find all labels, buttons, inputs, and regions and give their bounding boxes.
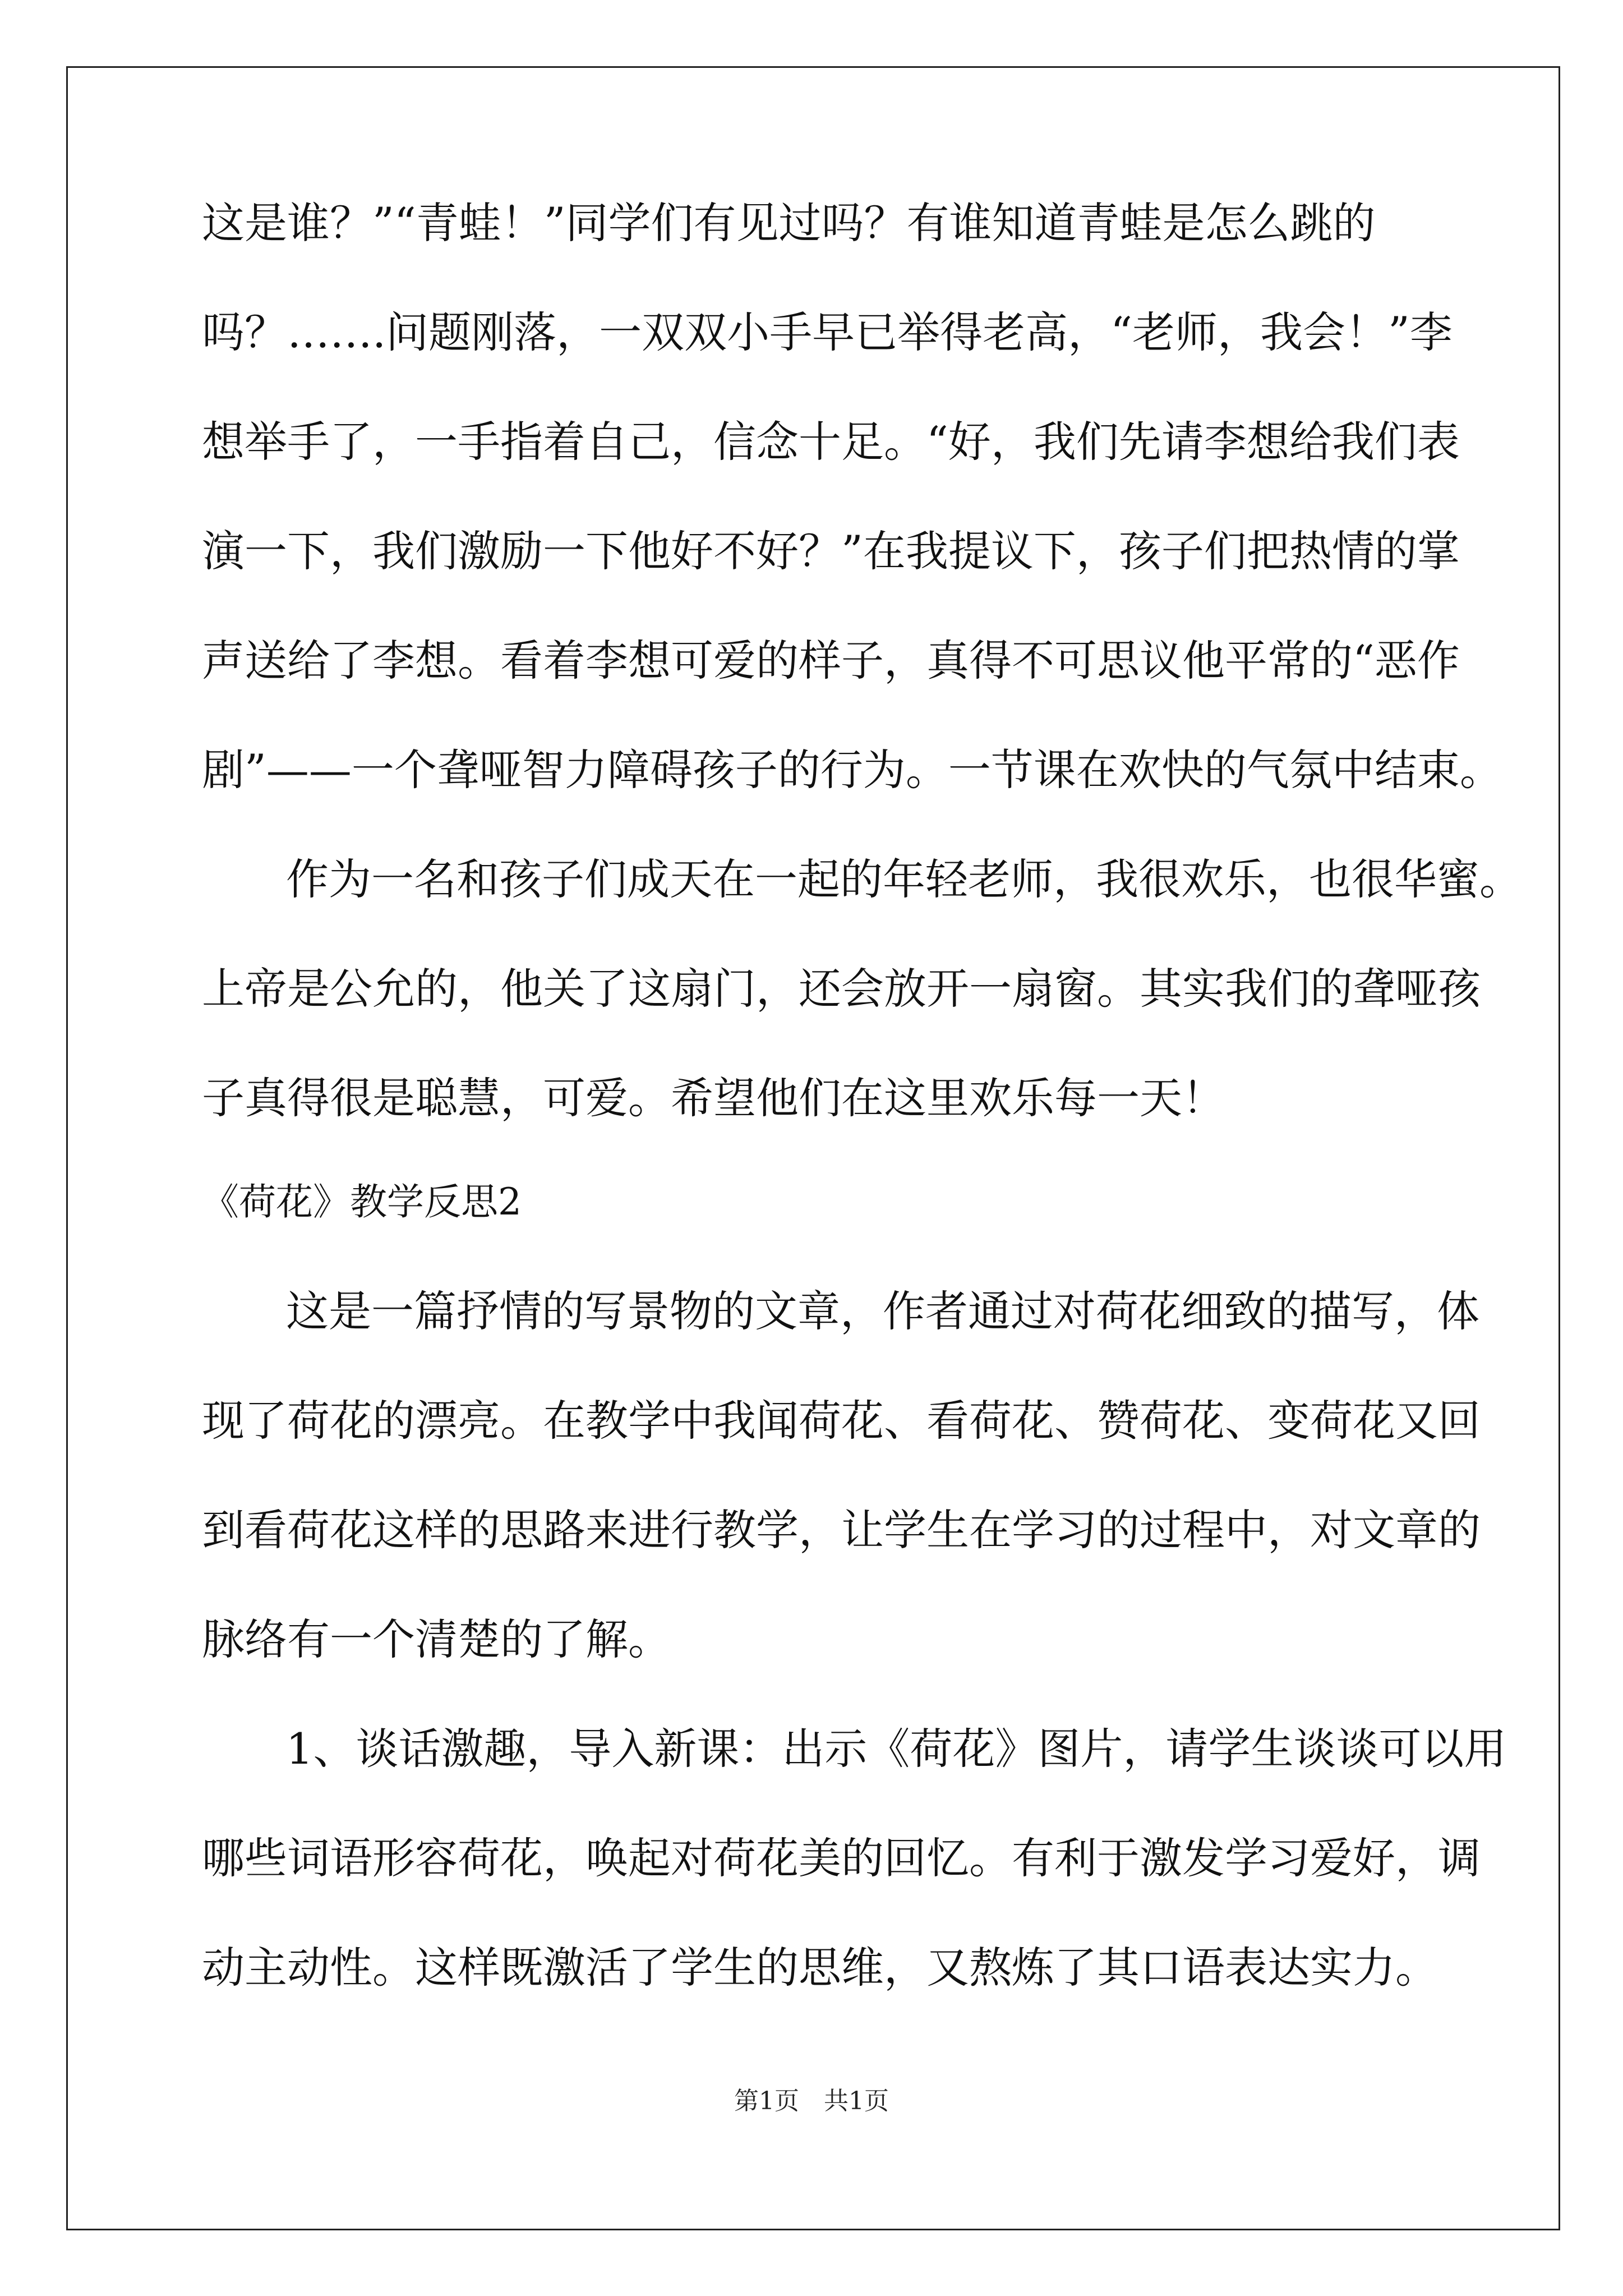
paragraph-line: 1、谈话激趣，导入新课：出示《荷花》图片，请学生谈谈可以用 [286,1724,1507,1774]
page-footer: 第1页 共1页 [734,2087,889,2115]
section-heading: 《荷花》教学反思2 [202,1180,522,1223]
paragraph-line: 动主动性。这样既激活了学生的思维，又熬炼了其口语表达实力。 [202,1943,1438,1993]
paragraph-line: 哪些词语形容荷花，唤起对荷花美的回忆。有利于激发学习爱好，调 [202,1833,1481,1883]
paragraph-line: 声送给了李想。看着李想可爱的样子，真得不可思议他平常的“恶作 [202,636,1460,685]
paragraph-line: 演一下，我们激励一下他好不好？”在我提议下，孩子们把热情的掌 [202,526,1460,576]
paragraph-line: 剧”——一个聋哑智力障碍孩子的行为。一节课在欢快的气氛中结束。 [202,745,1502,795]
paragraph-line: 现了荷花的漂亮。在教学中我闻荷花、看荷花、赞荷花、变荷花又回 [202,1396,1481,1446]
paragraph-line: 子真得很是聪慧，可爱。希望他们在这里欢乐每一天！ [202,1073,1225,1123]
paragraph-line: 作为一名和孩子们成天在一起的年轻老师，我很欢乐，也很华蜜。 [286,854,1522,904]
paragraph-line: 想举手了，一手指着自己，信念十足。“好，我们先请李想给我们表 [202,417,1460,467]
paragraph-line: 这是一篇抒情的写景物的文章，作者通过对荷花细致的描写，体 [286,1286,1479,1336]
paragraph-line: 到看荷花这样的思路来进行教学，让学生在学习的过程中，对文章的 [202,1505,1481,1555]
paragraph-line: 这是谁？”“青蛙！”同学们有见过吗？有谁知道青蛙是怎么跳的 [202,198,1376,248]
page-border [66,66,1560,2230]
paragraph-line: 上帝是公允的，他关了这扇门，还会放开一扇窗。其实我们的聋哑孩 [202,964,1481,1014]
paragraph-line: 吗？…….问题刚落，一双双小手早已举得老高，“老师，我会！”李 [202,307,1453,357]
paragraph-line: 脉络有一个清楚的了解。 [202,1614,671,1664]
